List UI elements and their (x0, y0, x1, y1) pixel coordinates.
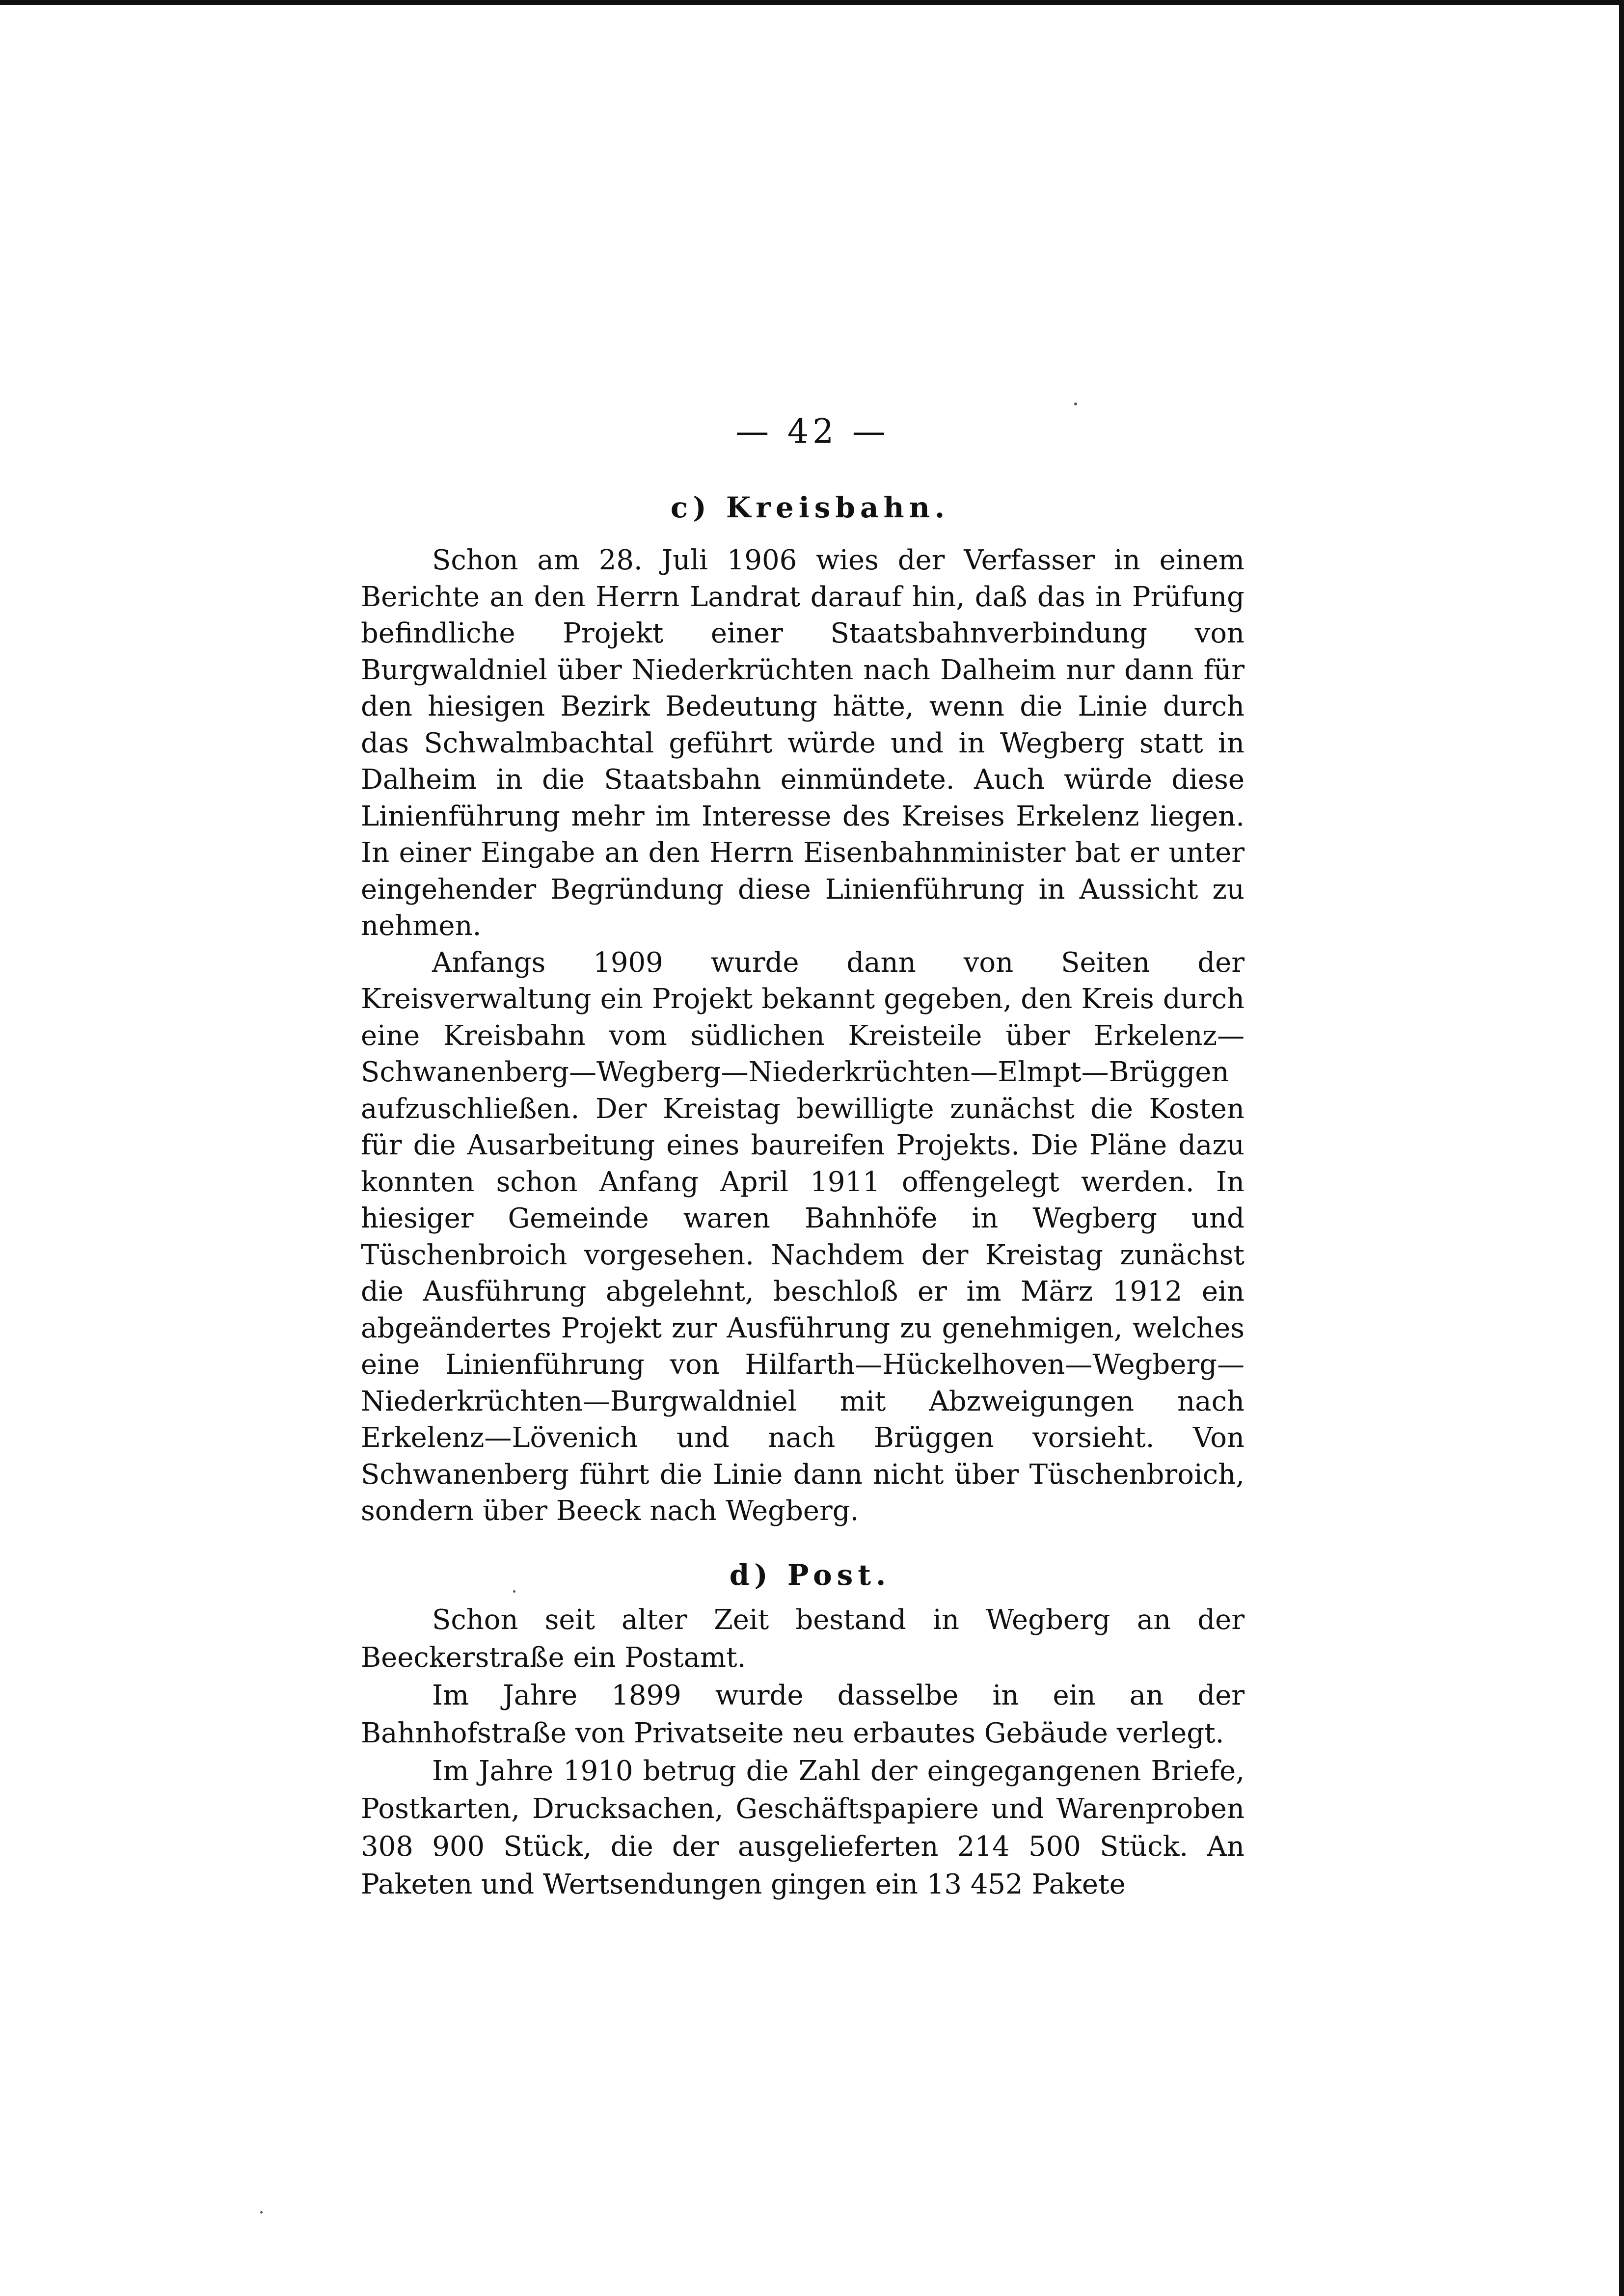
scan-border-top (0, 0, 1624, 5)
paragraph: Im Jahre 1899 wurde dasselbe in ein an der Bahnhofstraße von Privatseite neu erbautes Gebäude verlegt. (361, 1680, 1245, 1749)
section-body-post (361, 1601, 1245, 1903)
scan-speck (260, 2211, 263, 2214)
paragraph: Anfangs 1909 wurde dann von Seiten der Kreisverwaltung ein Projekt bekannt gegeben, den Kreis durch eine Kreisbahn vom südlichen Kreisteile über Erkelenz—Schwanenberg—Wegberg—Niederkrüchten—Elmpt—Brüggen aufzuschließen. Der Kreistag bewilligte zunächst die Kosten für die Ausarbeitung eines baureifen Projekts. Die Pläne dazu konnten schon Anfang April 1911 offengelegt werden. In hiesiger Gemeinde waren Bahnhöfe in Wegberg und Tüschenbroich vorgesehen. Nachdem der Kreistag zunächst die Ausführung abgelehnt, beschloß er im März 1912 ein abgeändertes Projekt zur Ausführung zu genehmigen, welches eine Linienführung von Hilfarth—Hückelhoven—Wegberg—Niederkrüchten—Burgwaldniel mit Abzweigungen nach Erkelenz—Lövenich und nach Brüggen vorsieht. Von Schwanenberg führt die Linie dann nicht über Tüschenbroich, sondern über Beeck nach Wegberg. (361, 946, 1245, 1527)
scan-border-right (1619, 0, 1624, 2296)
scan-speck (513, 1590, 515, 1593)
page-number: — 42 — (735, 412, 890, 451)
paragraph: Schon am 28. Juli 1906 wies der Verfasser in einem Berichte an den Herrn Landrat darauf hin, daß das in Prüfung befindliche Projekt einer Staatsbahnverbindung von Burgwaldniel über Niederkrüchten nach Dalheim nur dann für den hiesigen Bezirk Bedeutung hätte, wenn die Linie durch das Schwalmbachtal geführt würde und in Wegberg statt in Dalheim in die Staatsbahn einmündete. Auch würde diese Linienführung mehr im Interesse des Kreises Erkelenz liegen. In einer Eingabe an den Herrn Eisenbahnminister bat er unter eingehender Begründung diese Linienführung in Aussicht zu nehmen. (361, 544, 1245, 942)
section-heading-kreisbahn: c) Kreisbahn. (670, 491, 950, 524)
paragraph: Schon seit alter Zeit bestand in Wegberg an der Beeckerstraße ein Postamt. (361, 1604, 1245, 1674)
section-heading-post: d) Post. (729, 1558, 891, 1592)
scan-speck (1074, 402, 1077, 405)
paragraph: Im Jahre 1910 betrug die Zahl der eingegangenen Briefe, Postkarten, Drucksachen, Geschäftspapiere und Warenproben 308 900 Stück, die der ausgelieferten 214 500 Stück. An Paketen und Wertsendungen gingen ein 13 452 Pakete (361, 1755, 1245, 1900)
section-body-kreisbahn (361, 542, 1245, 1530)
